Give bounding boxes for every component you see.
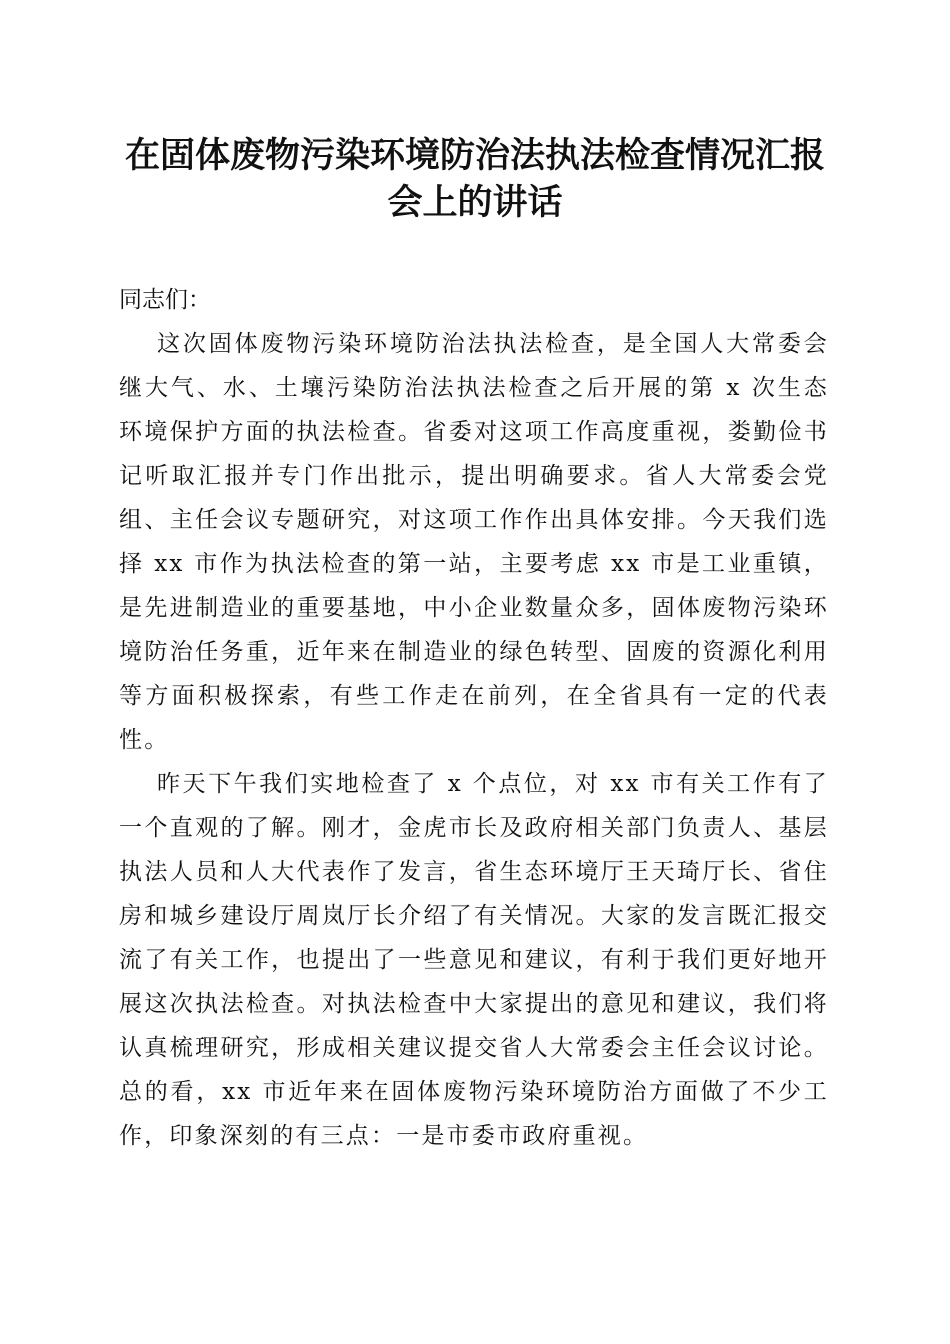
- document-body: [119, 278, 829, 1158]
- paragraph-2: 昨天下午我们实地检查了 x 个点位，对 xx 市有关工作有了一个直观的了解。刚才，金虎市长及政府相关部门负责人、基层执法人员和人大代表作了发言，省生态环境厅王天琦厅长、省住房和城乡建设厅周岚厅长介绍了有关情况。大家的发言既汇报交流了有关工作，也提出了一些意见和建议，有利于我们更好地开展这次执法检查。对执法检查中大家提出的意见和建议，我们将认真梳理研究，形成相关建议提交省人大常委会主任会议讨论。总的看，xx 市近年来在固体废物污染环境防治方面做了不少工作，印象深刻的有三点：一是市委市政府重视。: [119, 771, 829, 1149]
- salutation: 同志们：: [119, 287, 211, 313]
- document-title: 在固体废物污染环境防治法执法检查情况汇报会上的讲话: [124, 135, 825, 223]
- paragraph-1: 这次固体废物污染环境防治法执法检查，是全国人大常委会继大气、水、土壤污染防治法执法检查之后开展的第 x 次生态环境保护方面的执法检查。省委对这项工作高度重视，娄勤俭书记听取汇报并专门作出批示，提出明确要求。省人大常委会党组、主任会议专题研究，对这项工作作出具体安排。今天我们选择 xx 市作为执法检查的第一站，主要考虑 xx 市是工业重镇，是先进制造业的重要基地，中小企业数量众多，固体废物污染环境防治任务重，近年来在制造业的绿色转型、固废的资源化利用等方面积极探索，有些工作走在前列，在全省具有一定的代表性。: [119, 331, 829, 753]
